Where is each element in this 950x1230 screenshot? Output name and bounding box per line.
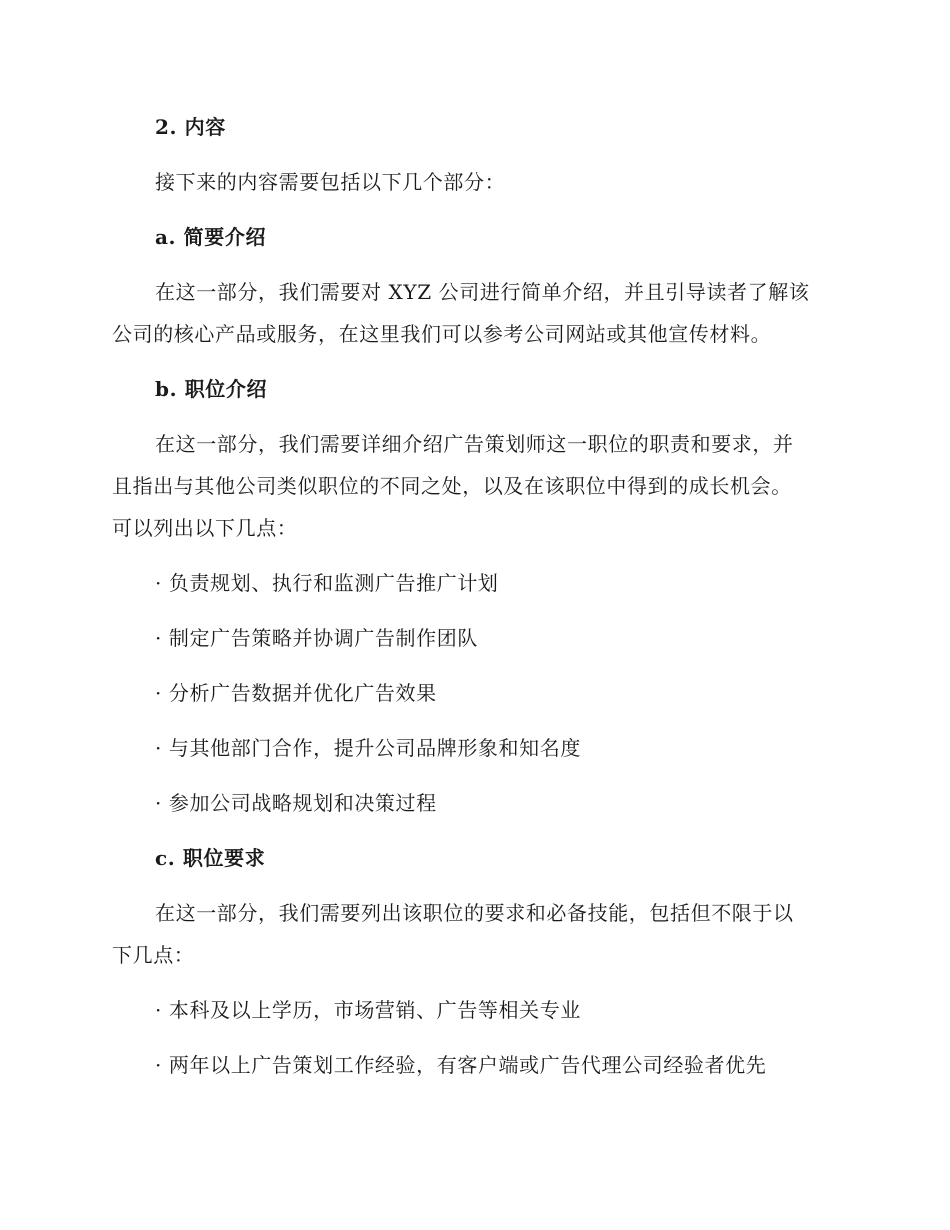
list-item: · 制定广告策略并协调广告制作团队 (155, 626, 478, 650)
intro-text: 接下来的内容需要包括以下几个部分： (155, 170, 506, 194)
list-item: · 分析广告数据并优化广告效果 (155, 681, 437, 705)
list-item: · 负责规划、执行和监测广告推广计划 (155, 571, 499, 595)
section-heading: 2. 内容 (155, 115, 226, 139)
part-a-paragraph-line-2: 公司的核心产品或服务，在这里我们可以参考公司网站或其他宣传材料。 (112, 322, 772, 346)
part-a-heading: a. 简要介绍 (155, 225, 267, 249)
part-b-paragraph-line-3: 可以列出以下几点： (112, 516, 298, 540)
part-b-heading: b. 职位介绍 (155, 377, 268, 401)
part-c-heading: c. 职位要求 (155, 846, 266, 870)
list-item: · 与其他部门合作，提升公司品牌形象和知名度 (155, 736, 581, 760)
part-c-paragraph-line-1: 在这一部分，我们需要列出该职位的要求和必备技能，包括但不限于以 (155, 901, 794, 925)
part-c-paragraph-line-2: 下几点： (112, 943, 195, 967)
list-item: · 本科及以上学历，市场营销、广告等相关专业 (155, 998, 581, 1022)
part-b-paragraph-line-1: 在这一部分，我们需要详细介绍广告策划师这一职位的职责和要求，并 (155, 432, 794, 456)
list-item: · 参加公司战略规划和决策过程 (155, 791, 437, 815)
list-item: · 两年以上广告策划工作经验，有客户端或广告代理公司经验者优先 (155, 1053, 767, 1077)
part-a-paragraph-line-1: 在这一部分，我们需要对 XYZ 公司进行简单介绍，并且引导读者了解该 (155, 280, 810, 304)
part-b-paragraph-line-2: 且指出与其他公司类似职位的不同之处，以及在该职位中得到的成长机会。 (112, 474, 792, 498)
